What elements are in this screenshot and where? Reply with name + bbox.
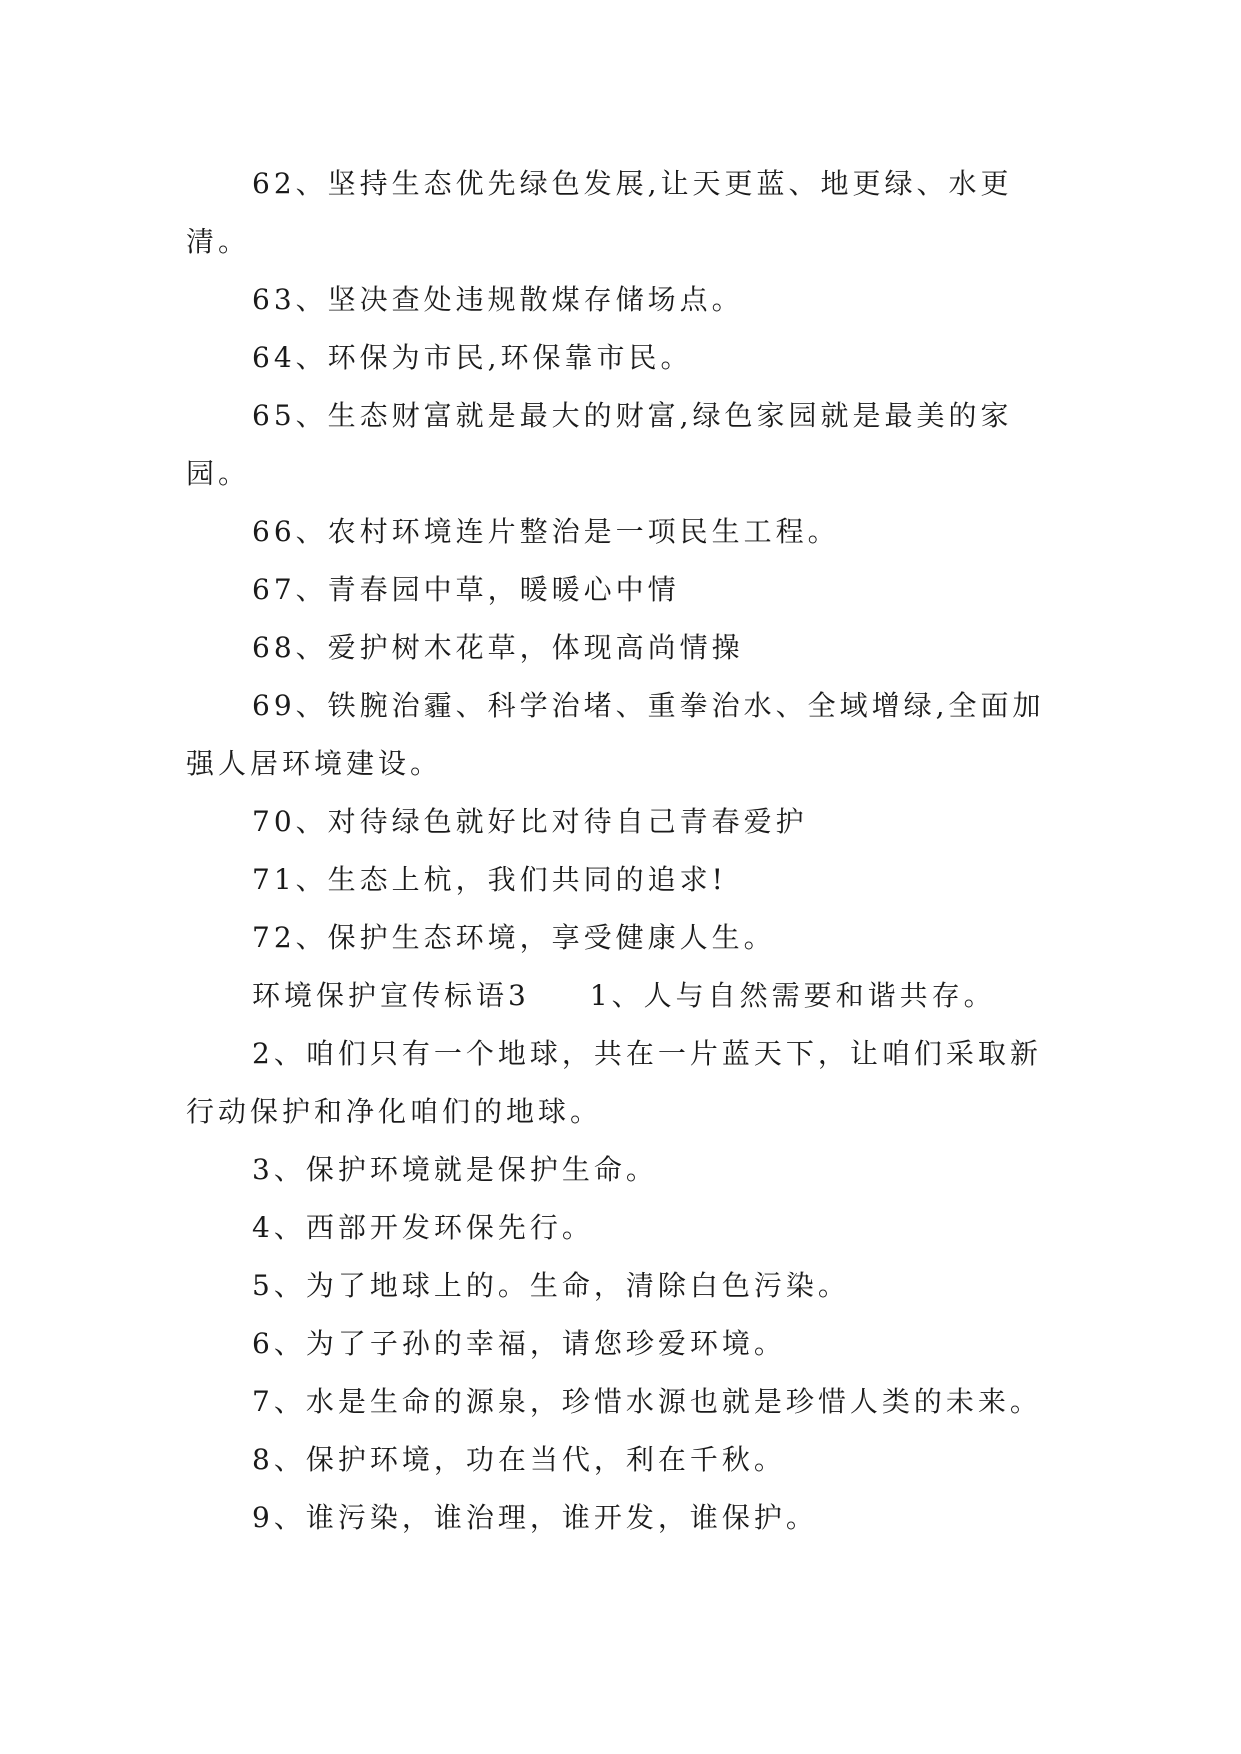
slogan-63: 63、坚决查处违规散煤存储场点。	[252, 283, 744, 316]
slogan-67: 67、青春园中草，暖暖心中情	[252, 573, 680, 606]
section-item-5: 5、为了地球上的。生命，清除白色污染。	[252, 1269, 850, 1302]
slogan-71: 71、生态上杭，我们共同的追求!	[252, 863, 727, 896]
section-item-8: 8、保护环境，功在当代，利在千秋。	[252, 1443, 786, 1476]
section-heading: 环境保护宣传标语3	[252, 979, 530, 1012]
slogan-66: 66、农村环境连片整治是一项民生工程。	[252, 515, 840, 548]
section-item-7: 7、水是生命的源泉，珍惜水源也就是珍惜人类的未来。	[252, 1385, 1042, 1418]
section-item-1: 1、人与自然需要和谐共存。	[589, 979, 996, 1012]
slogan-70: 70、对待绿色就好比对待自己青春爱护	[252, 805, 808, 838]
slogan-69: 69、铁腕治霾、科学治堵、重拳治水、全域增绿,全面加强人居环境建设。	[186, 689, 1045, 780]
slogan-64: 64、环保为市民,环保靠市民。	[252, 341, 693, 374]
section-item-3: 3、保护环境就是保护生命。	[252, 1153, 658, 1186]
section-item-9: 9、谁污染，谁治理，谁开发，谁保护。	[252, 1501, 818, 1534]
slogan-65: 65、生态财富就是最大的财富,绿色家园就是最美的家园。	[186, 399, 1013, 490]
slogan-72: 72、保护生态环境，享受健康人生。	[252, 921, 776, 954]
section-item-4: 4、西部开发环保先行。	[252, 1211, 594, 1244]
section-item-2: 2、咱们只有一个地球，共在一片蓝天下，让咱们采取新行动保护和净化咱们的地球。	[186, 1037, 1042, 1128]
slogan-62: 62、坚持生态优先绿色发展,让天更蓝、地更绿、水更清。	[186, 167, 1013, 258]
section-item-6: 6、为了子孙的幸福，请您珍爱环境。	[252, 1327, 786, 1360]
slogan-68: 68、爱护树木花草，体现高尚情操	[252, 631, 744, 664]
document-body	[186, 155, 1046, 1547]
section-line	[186, 967, 1046, 1025]
